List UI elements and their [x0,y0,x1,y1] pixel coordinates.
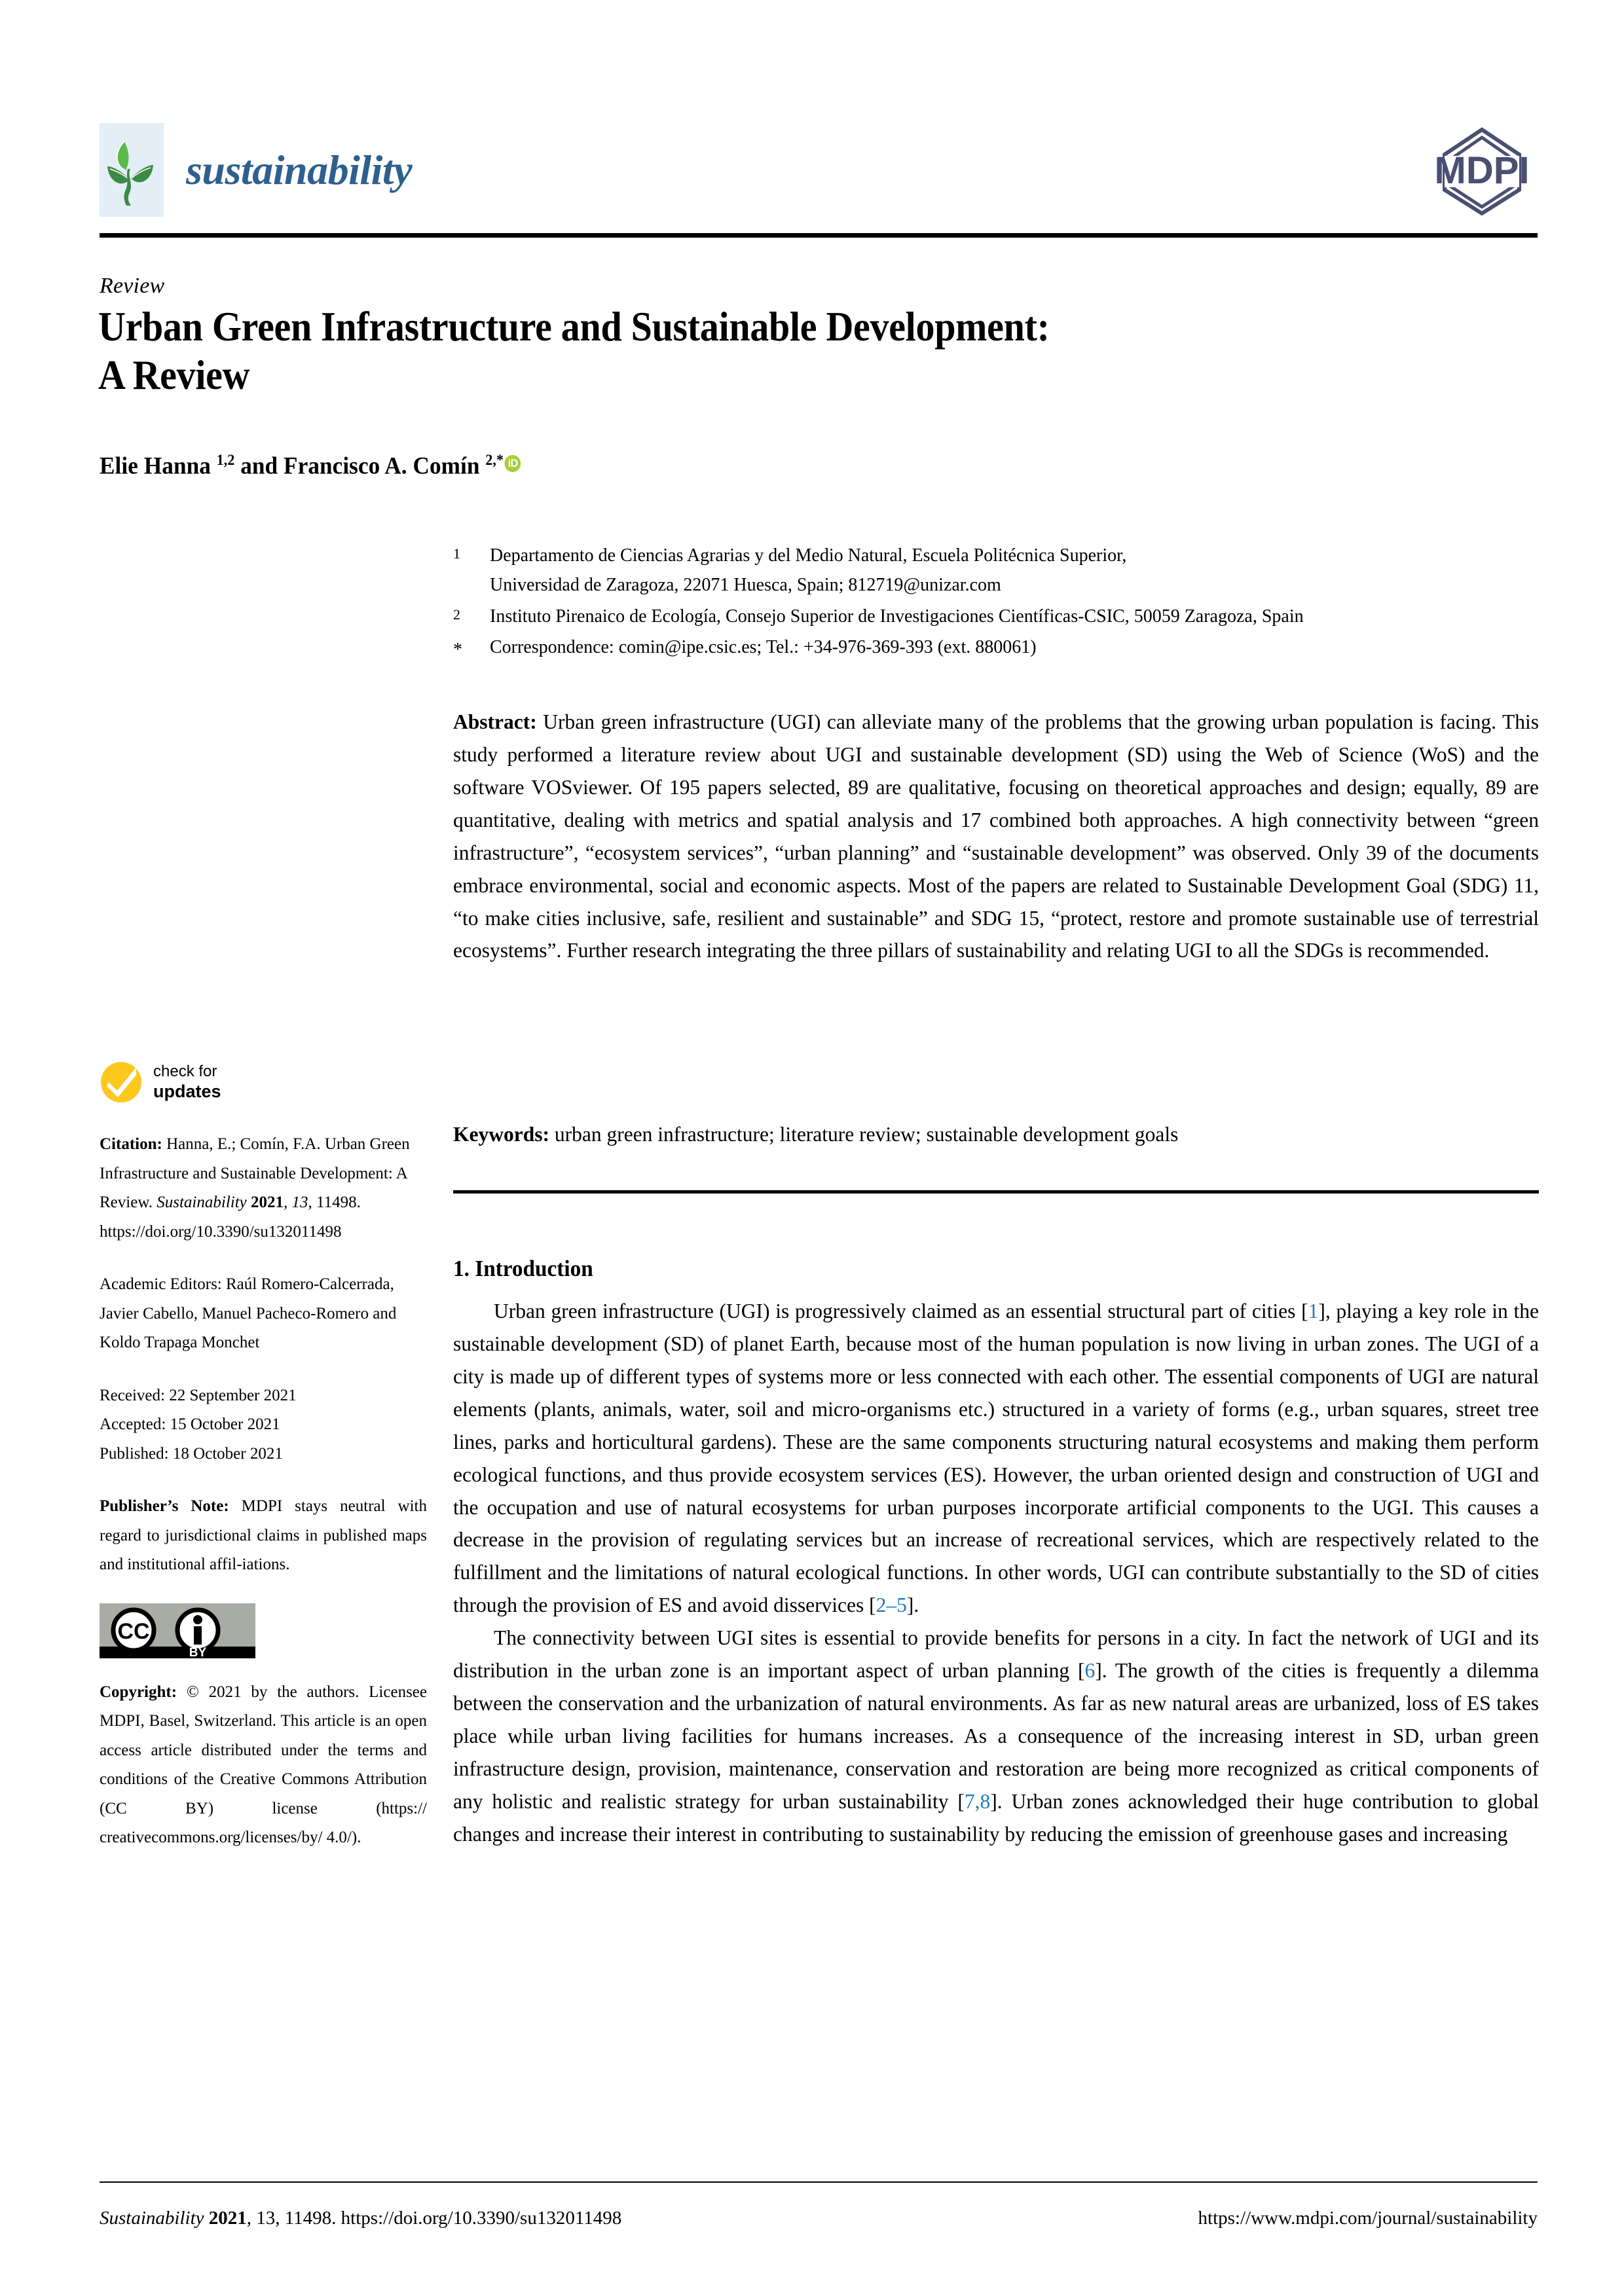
footer-divider [100,2181,1538,2183]
abstract-divider [453,1190,1539,1194]
orcid-icon[interactable]: iD [505,455,521,472]
keywords-body: urban green infrastructure; literature review; sustainable development goals [549,1123,1179,1146]
citation-ref[interactable]: 6 [1084,1659,1096,1683]
author-one: Elie Hanna [100,452,217,480]
publisher-note-label: Publisher’s Note: [100,1497,229,1515]
dates-block [100,1381,427,1469]
paragraph-text: ]. Urban zones acknowledged their huge contribution to global changes and increase their interest in contributing to sustainability by reducing the emission of greenhouse gases and increasing [453,1789,1539,1846]
cfu-line-2: updates [153,1082,221,1102]
copyright-block [100,1678,427,1853]
footer-journal-url[interactable]: https://www.mdpi.com/journal/sustainability [1198,2208,1538,2229]
sidebar [100,1061,427,1876]
paragraph-text: ]. The growth of the cities is frequently a dilemma between the conservation and the urbanization of natural environments. As far as new natural areas are urbanized, loss of ES takes place while urban living facilities for humans increases. As a consequence of the increasing interest in SD, urban green infrastructure design, provision, maintenance, conservation and restoration are being more recognized as critical components of any holistic and realistic strategy for urban sustainability [ [453,1659,1539,1813]
affiliation-item [453,632,1540,665]
keywords-label: Keywords: [453,1123,549,1146]
citation-block [100,1130,427,1247]
header-divider [100,233,1538,238]
affiliations [453,541,1540,666]
mdpi-logo[interactable] [1426,124,1538,217]
abstract-section [453,706,1539,967]
affiliation-mark: * [453,640,462,661]
paragraph-text: ], playing a key role in the sustainable development (SD) of planet Earth, because most of the human population is now living in urban zones. The UGI of a city is made up of different types of systems more or less connected with each other. The essential components of UGI are natural elements (plants, animals, water, soil and micro-organisms etc.) structured in a variety of forms (e.g., urban squares, street tree lines, parks and horticultural gardens). These are the same components structuring natural ecosystems and making them perform ecological functions, and thus provide ecosystem services (ES). However, the urban oriented design and construction of UGI and the occupation and use of natural ecosystems for urban purposes incorporate artificial components to the UGI. This causes a decrease in the provision of regulating services but an increase of recreational services, which are respectively related to the fulfillment and the limitations of natural ecological functions. In other words, UGI can contribute substantially to the SD of cities through the provision of ES and avoid disservices [ [453,1300,1539,1617]
affiliation-item [453,602,1540,631]
check-for-updates-badge[interactable] [100,1061,427,1104]
svg-text:MDPI: MDPI [1434,149,1530,192]
author-two-affil-marks: 2,* [485,452,504,468]
accepted-date: Accepted: 15 October 2021 [100,1415,280,1433]
received-date: Received: 22 September 2021 [100,1386,297,1404]
publisher-note-text: MDPI stays neutral with regard to jurisdictional claims in published maps and institutional affil-iations. [100,1497,427,1573]
affiliation-line: Universidad de Zaragoza, 22071 Huesca, Spain; 812719@unizar.com [490,575,1001,596]
citation-doi-link[interactable]: https://doi.org/10.3390/su132011498 [100,1222,342,1241]
affiliation-mark: 1 [453,545,460,562]
svg-text:BY: BY [189,1645,207,1658]
citation-pages: , 11498. [308,1194,361,1211]
author-conjunction: and Francisco A. Comín [234,452,486,480]
affiliation-line: Correspondence: comin@ipe.csic.es; Tel.: +34-976-369-393 (ext. 880061) [490,637,1037,658]
footer-journal: Sustainability [100,2208,204,2229]
author-list [100,452,521,480]
footer-citation [100,2208,621,2229]
cc-by-license-icon[interactable] [100,1603,255,1658]
title-line-2: A Review [98,352,250,399]
seedling-icon [100,123,164,217]
cfu-line-1: check for [153,1062,217,1080]
citation-volume: , 13 [284,1194,308,1211]
citation-ref[interactable]: 1 [1308,1300,1319,1322]
affiliation-mark: 2 [453,606,460,623]
abstract-body: Urban green infrastructure (UGI) can alleviate many of the problems that the growing urban population is facing. This study performed a literature review about UGI and sustainable development (SD) using the Web of Science (WoS) and the software VOSviewer. Of 195 papers selected, 89 are qualitative, focusing on theoretical approaches and design; equally, 89 are quantitative, dealing with metrics and spatial analysis and 17 combined both approaches. A high connectivity between “green infrastructure”, “ecosystem services”, “urban planning” and “sustainable development” was observed. Only 39 of the documents embrace environmental, social and economic aspects. Most of the papers are related to Sustainable Development Goal (SDG) 11, “to make cities inclusive, safe, resilient and sustainable” and SDG 15, “protect, restore and promote sustainable use of terrestrial ecosystems”. Further research integrating the three pillars of sustainability and relating UGI to all the SDGs is recommended. [453,710,1539,962]
citation-ref[interactable]: 2–5 [876,1594,907,1617]
published-date: Published: 18 October 2021 [100,1444,283,1463]
paragraph-text: ]. [906,1594,919,1617]
paragraph [453,1295,1539,1622]
correspondence-text [490,632,1540,665]
journal-wordmark: sustainability [186,146,413,193]
check-for-updates-label [153,1062,221,1102]
page-title [98,302,1363,400]
body-content [453,1295,1539,1851]
citation-ref[interactable]: 7,8 [964,1789,991,1813]
footer-year: 2021 [204,2208,247,2229]
article-type: Review [100,274,165,298]
affiliation-text [490,602,1540,631]
paragraph-text: The connectivity between UGI sites is essential to provide benefits for persons in a city. In fact the network of UGI and its distribution in the urban zone is an important aspect of urban planning [ [453,1626,1539,1683]
citation-label: Citation: [100,1135,162,1153]
paragraph-text: Urban green infrastructure (UGI) is progressively claimed as an essential structural part of cities [ [494,1300,1308,1322]
affiliation-line: Departamento de Ciencias Agrarias y del Medio Natural, Escuela Politécnica Superior, [490,545,1127,566]
citation-journal: Sustainability [157,1194,247,1211]
author-one-affil-marks: 1,2 [216,452,235,468]
svg-text:CC: CC [117,1618,150,1644]
academic-editors-block: Academic Editors: Raúl Romero-Calcerrada, Javier Cabello, Manuel Pacheco-Romero and Koldo Trapaga Monchet [100,1275,397,1351]
journal-logo[interactable] [100,123,412,217]
page-header [100,123,1538,228]
publisher-note-block [100,1492,427,1580]
paragraph [453,1622,1539,1850]
section-heading-introduction: 1. Introduction [453,1256,593,1281]
affiliation-item [453,541,1540,600]
copyright-label: Copyright: [100,1683,177,1701]
footer-rest: , 13, 11498. https://doi.org/10.3390/su132011498 [246,2208,622,2229]
page-footer [100,2208,1538,2229]
keywords-section [453,1118,1539,1151]
abstract-label: Abstract: [453,710,537,733]
affiliation-line: Instituto Pirenaico de Ecología, Consejo Superior de Investigaciones Científicas-CSIC, 50059 Zaragoza, Spain [490,606,1304,627]
check-circle-icon [100,1061,143,1104]
affiliation-text [490,541,1540,600]
copyright-text: © 2021 by the authors. Licensee MDPI, Basel, Switzerland. This article is an open access article distributed under the terms and conditions of the Creative Commons Attribution (CC BY) license (https:// creativecommons.org/licenses/by/ 4.0/). [100,1683,427,1846]
citation-year: 2021 [246,1194,284,1211]
citation-text: Hanna, E.; Comín, F.A. Urban Green Infrastructure and Sustainable Development: A Review. [100,1135,410,1211]
title-line-1: Urban Green Infrastructure and Sustainable Development: [98,304,1050,350]
